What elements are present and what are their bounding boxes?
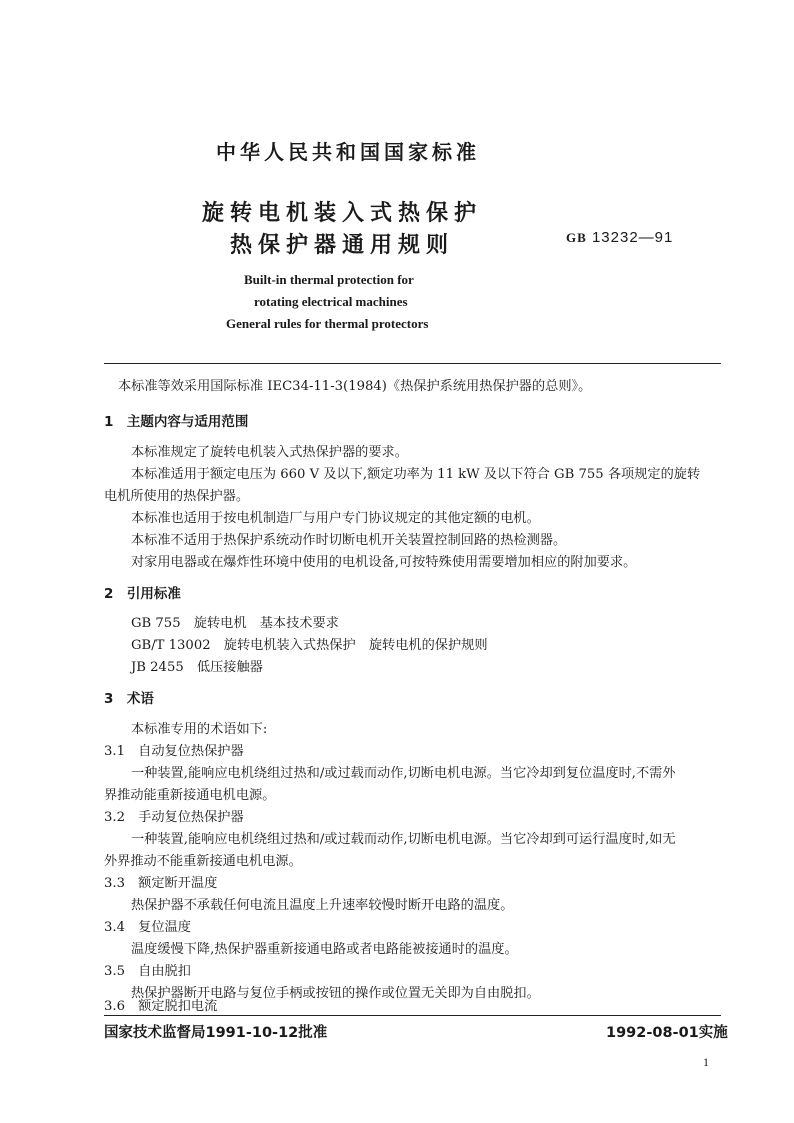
bottom-divider — [104, 1015, 721, 1016]
reference-gb755: GB 755 旋转电机 基本技术要求 — [131, 616, 339, 631]
section-1-para-4: 本标准不适用于热保护系统动作时切断电机开关装置控制回路的热检测器。 — [131, 533, 567, 548]
term-3-2-def-line-1: 一种装置,能响应电机绕组过热和/或过载而动作,切断电机电源。当它冷却到可运行温度时,如无 — [131, 832, 676, 847]
standard-code — [566, 229, 673, 246]
section-1-para-2-line-2: 电机所使用的热保护器。 — [104, 489, 250, 504]
standard-code-prefix: GB — [566, 230, 587, 245]
section-1-para-1: 本标准规定了旋转电机装入式热保护器的要求。 — [131, 445, 408, 460]
term-3-1-def-line-1: 一种装置,能响应电机绕组过热和/或过载而动作,切断电机电源。当它冷却到复位温度时,不需外 — [131, 766, 676, 781]
title-en-line1: Built-in thermal protection for — [244, 272, 414, 287]
top-divider — [104, 363, 721, 364]
reference-gbt13002: GB/T 13002 旋转电机装入式热保护 旋转电机的保护规则 — [131, 638, 488, 653]
section-3-heading: 3 术语 — [104, 691, 154, 707]
term-3-1-def-line-2: 界推动能重新接通电机电源。 — [104, 788, 276, 803]
country-standard-heading: 中华人民共和国国家标准 — [216, 140, 480, 164]
term-3-2-heading: 3.2 手动复位热保护器 — [104, 810, 244, 825]
title-en-line2: rotating electrical machines — [254, 294, 408, 309]
standard-code-number: 13232—91 — [591, 229, 674, 246]
intro-paragraph: 本标准等效采用国际标准 IEC34-11-3(1984)《热保护系统用热保护器的总则》。 — [118, 379, 592, 394]
term-3-2-def-line-2: 外界推动不能重新接通电机电源。 — [104, 854, 302, 869]
term-3-4-heading: 3.4 复位温度 — [104, 920, 191, 935]
section-1-heading: 1 主题内容与适用范围 — [104, 414, 249, 430]
implementation-date: 1992-08-01实施 — [606, 1025, 728, 1041]
term-3-5-heading: 3.5 自由脱扣 — [104, 964, 191, 979]
title-cn-line2: 热保护器通用规则 — [230, 233, 455, 258]
term-3-6-heading: 3.6 额定脱扣电流 — [104, 999, 218, 1014]
title-en-line3: General rules for thermal protectors — [226, 316, 429, 331]
section-2-heading: 2 引用标准 — [104, 586, 181, 602]
approval-line: 国家技术监督局1991-10-12批准 — [104, 1025, 328, 1041]
term-3-3-heading: 3.3 额定断开温度 — [104, 876, 218, 891]
reference-jb2455: JB 2455 低压接触器 — [131, 660, 263, 675]
term-3-5-def: 热保护器断开电路与复位手柄或按钮的操作或位置无关即为自由脱扣。 — [131, 986, 540, 1001]
term-3-1-heading: 3.1 自动复位热保护器 — [104, 744, 244, 759]
page-number: 1 — [703, 1055, 709, 1069]
title-cn-line1: 旋转电机装入式热保护 — [202, 201, 483, 226]
term-3-3-def: 热保护器不承载任何电流且温度上升速率较慢时断开电路的温度。 — [131, 898, 514, 913]
term-3-4-def: 温度缓慢下降,热保护器重新接通电路或者电路能被接通时的温度。 — [131, 942, 518, 957]
section-1-para-3: 本标准也适用于按电机制造厂与用户专门协议规定的其他定额的电机。 — [131, 511, 540, 526]
section-1-para-5: 对家用电器或在爆炸性环境中使用的电机设备,可按特殊使用需要增加相应的附加要求。 — [131, 555, 637, 570]
section-3-intro: 本标准专用的术语如下: — [131, 722, 268, 737]
section-1-para-2-line-1: 本标准适用于额定电压为 660 V 及以下,额定功率为 11 kW 及以下符合 GB 755 各项规定的旋转 — [131, 467, 701, 482]
